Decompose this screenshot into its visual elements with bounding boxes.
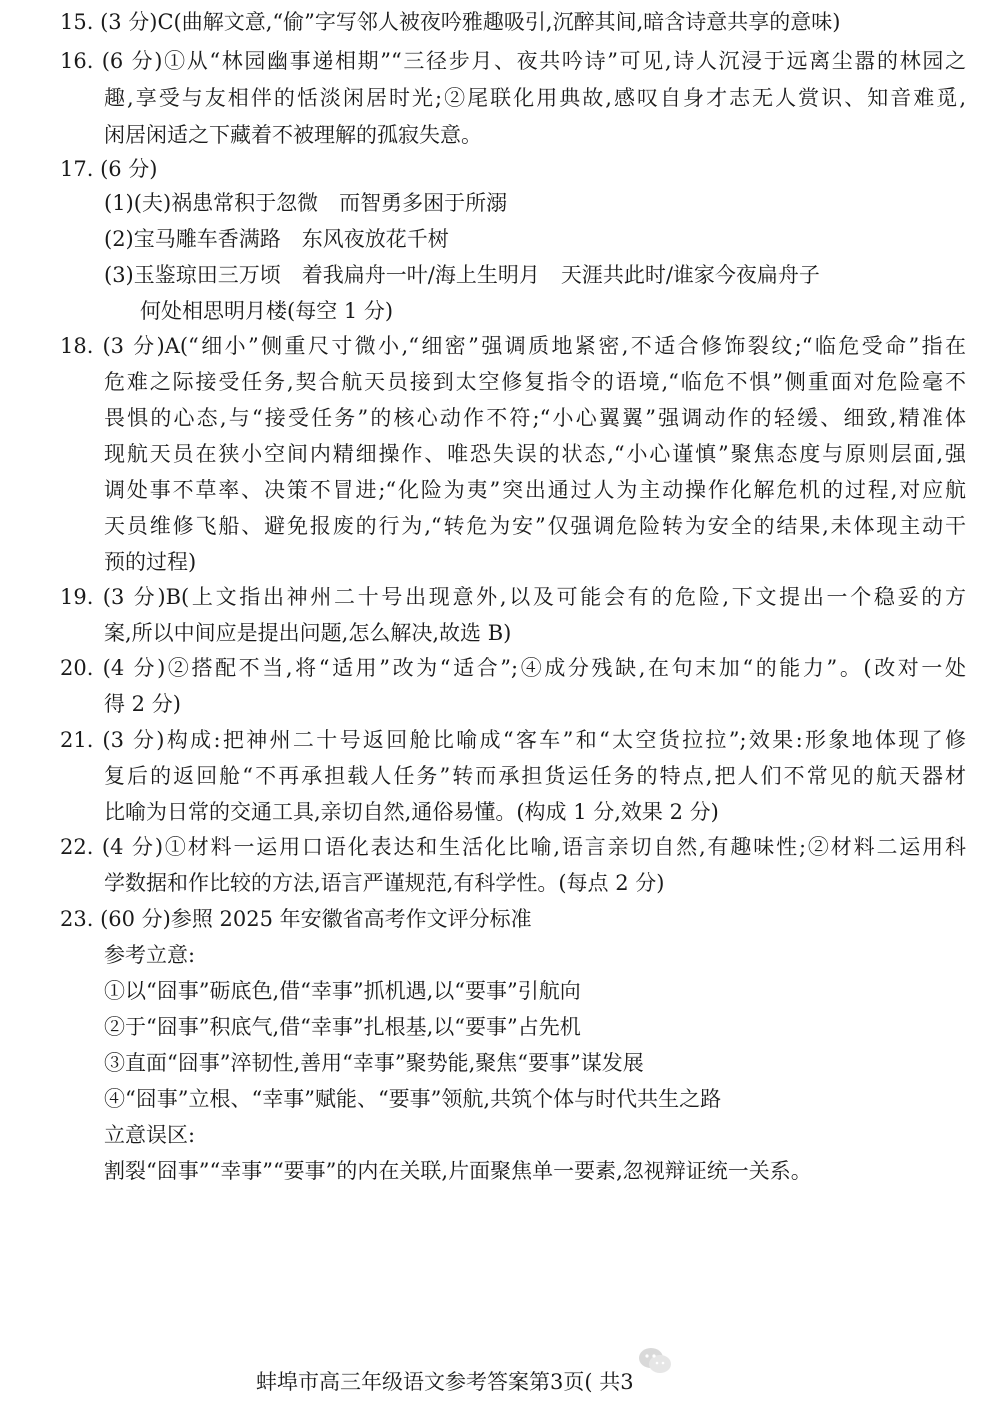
answer-line-q20: 得 2 分) (104, 692, 181, 716)
answer-line-q23: ③直面“囧事”淬韧性,善用“幸事”聚势能,聚焦“要事”谋发展 (104, 1051, 644, 1075)
answer-line-q16: 趣,享受与友相伴的恬淡闲居时光;②尾联化用典故,感叹自身才志无人赏识、知音难觅, (104, 86, 966, 110)
answer-line-q23: 立意误区: (104, 1123, 196, 1147)
answer-line-q23: 参考立意: (104, 943, 196, 967)
wechat-icon (637, 1346, 673, 1376)
answer-line-q18: 18. (3 分)A(“细小”侧重尺寸微小,“细密”强调质地紧密,不适合修饰裂纹;“临危受命”指在 (60, 334, 966, 358)
answer-line-q23: 23. (60 分)参照 2025 年安徽省高考作文评分标准 (60, 907, 532, 931)
answer-line-q19: 19. (3 分)B(上文指出神州二十号出现意外,以及可能会有的危险,下文提出一个稳妥的方 (60, 585, 966, 609)
answer-line-q22: 学数据和作比较的方法,语言严谨规范,有科学性。(每点 2 分) (104, 871, 665, 895)
answer-line-q23: ④“囧事”立根、“幸事”赋能、“要事”领航,共筑个体与时代共生之路 (104, 1087, 722, 1111)
answer-line-q18: 天员维修飞船、避免报废的行为,“转危为安”仅强调危险转为安全的结果,未体现主动干 (104, 514, 966, 538)
answer-line-q22: 22. (4 分)①材料一运用口语化表达和生活化比喻,语言亲切自然,有趣味性;②材料二运用科 (60, 835, 966, 859)
answer-line-q21: 比喻为日常的交通工具,亲切自然,通俗易懂。(构成 1 分,效果 2 分) (104, 800, 719, 824)
answer-line-q17: (1)(夫)祸患常积于忽微 而智勇多困于所溺 (104, 191, 508, 215)
answer-line-q18: 畏惧的心态,与“接受任务”的核心动作不符;“小心翼翼”强调动作的轻缓、细致,精准体 (104, 406, 966, 430)
answer-line-q17: 17. (6 分) (60, 157, 158, 181)
answer-line-q18: 调处事不草率、决策不冒进;“化险为夷”突出通过人为主动操作化解危机的过程,对应航 (104, 478, 966, 502)
answer-line-q20: 20. (4 分)②搭配不当,将“适用”改为“适合”;④成分残缺,在句末加“的能力”。(改对一处 (60, 656, 966, 680)
answer-line-q21: 21. (3 分)构成:把神州二十号返回舱比喻成“客车”和“太空货拉拉”;效果:形象地体现了修 (60, 728, 966, 752)
answer-line-q23: ①以“囧事”砺底色,借“幸事”抓机遇,以“要事”引航向 (104, 979, 581, 1003)
answer-line-q23: 割裂“囧事”“幸事”“要事”的内在关联,片面聚焦单一要素,忽视辩证统一关系。 (104, 1159, 812, 1183)
page-footer: 蚌埠市高三年级语文参考答案第3页( 共3 (256, 1370, 634, 1394)
answer-line-q18: 现航天员在狭小空间内精细操作、唯恐失误的状态,“小心谨慎”聚焦态度与原则层面,强 (104, 442, 966, 466)
answer-line-q16: 闲居闲适之下藏着不被理解的孤寂失意。 (104, 123, 482, 147)
answer-line-q16: 16. (6 分)①从“林园幽事递相期”“三径步月、夜共吟诗”可见,诗人沉浸于远离尘嚣的林园之 (60, 49, 966, 73)
answer-line-q15: 15. (3 分)C(曲解文意,“偷”字写邻人被夜吟雅趣吸引,沉醉其间,暗含诗意共享的意味) (60, 10, 841, 34)
answer-line-q17: 何处相思明月楼(每空 1 分) (140, 299, 394, 323)
answer-line-q19: 案,所以中间应是提出问题,怎么解决,故选 B) (104, 621, 512, 645)
answer-line-q23: ②于“囧事”积底气,借“幸事”扎根基,以“要事”占先机 (104, 1015, 581, 1039)
answer-line-q17: (3)玉鉴琼田三万顷 着我扁舟一叶/海上生明月 天涯共此时/谁家今夜扁舟子 (104, 263, 820, 287)
answer-line-q21: 复后的返回舱“不再承担载人任务”转而承担货运任务的特点,把人们不常见的航天器材 (104, 764, 966, 788)
answer-line-q18: 预的过程) (104, 550, 197, 574)
answer-line-q18: 危难之际接受任务,契合航天员接到太空修复指令的语境,“临危不惧”侧重面对危险毫不 (104, 370, 966, 394)
answer-line-q17: (2)宝马雕车香满路 东风夜放花千树 (104, 227, 449, 251)
